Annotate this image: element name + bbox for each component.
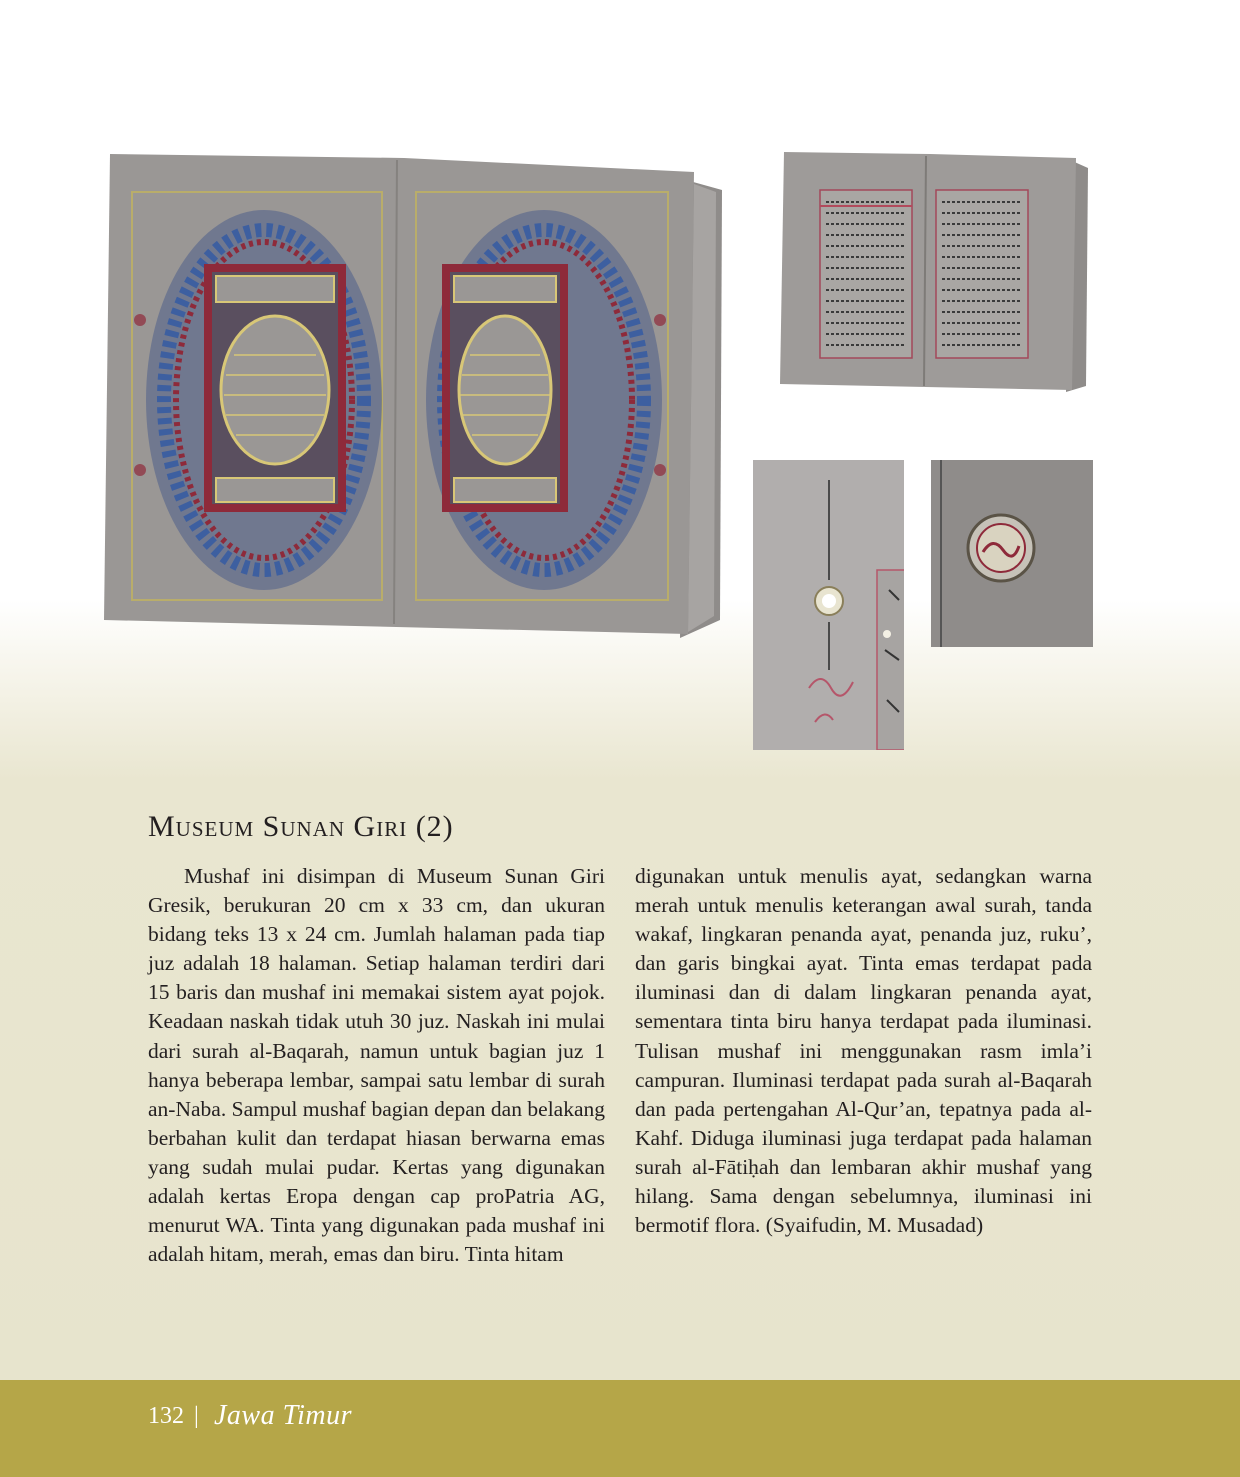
article-title: Museum Sunan Giri (2) xyxy=(148,810,454,843)
juz-marker-detail-photo xyxy=(753,460,904,750)
article-paragraph-left: Mushaf ini disimpan di Museum Sunan Giri Gresik, berukuran 20 cm x 33 cm, dan ukuran bidang teks 13 x 24 cm. Jumlah halaman pada tiap juz adalah 18 halaman. Setiap halaman terdiri dari 15 baris dan mushaf ini memakai sistem ayat pojok. Keadaan naskah tidak utuh 30 juz. Naskah ini mulai dari surah al-Baqarah, namun untuk bagian juz 1 hanya beberapa lembar, sampai satu lembar di surah an-Naba. Sampul mushaf bagian depan dan belakang berbahan kulit dan terdapat hiasan berwarna emas yang sudah mulai pudar. Kertas yang digunakan adalah kertas Eropa dengan cap proPatria AG, menurut WA. Tinta yang digunakan pada mushaf ini adalah hitam, merah, emas dan biru. Tinta hitam xyxy=(148,864,605,1267)
verse-marker-detail-photo xyxy=(931,460,1093,647)
page-number: 132 xyxy=(148,1403,184,1429)
region-name: Jawa Timur xyxy=(214,1400,353,1431)
footer-band xyxy=(0,1380,1240,1477)
article-paragraph-right: digunakan untuk menulis ayat, sedangkan warna merah untuk menulis keterangan awal surah, tanda wakaf, lingkaran penanda ayat, penanda juz, ruku’, dan garis bingkai ayat. Tinta emas terdapat pada iluminasi dan di dalam lingkaran penanda ayat, sementara tinta biru hanya terdapat pada iluminasi. Tulisan mushaf ini menggunakan rasm imla’i campuran. Iluminasi terdapat pada surah al-Baqarah dan pada pertengahan Al-Qur’an, tepatnya pada al-Kahf. Diduga iluminasi juga terdapat pada halaman surah al-Fātiḥah dan lembaran akhir mushaf yang hilang. Sama dengan sebelumnya, iluminasi ini bermotif flora. (Syaifudin, M. Musadad) xyxy=(635,864,1092,1238)
manuscript-illuminated-spread-photo xyxy=(104,150,724,638)
footer-separator: | xyxy=(194,1403,199,1429)
article-column-right xyxy=(635,862,1092,1240)
article-column-left xyxy=(148,862,605,1269)
manuscript-text-pages-photo xyxy=(780,150,1090,392)
